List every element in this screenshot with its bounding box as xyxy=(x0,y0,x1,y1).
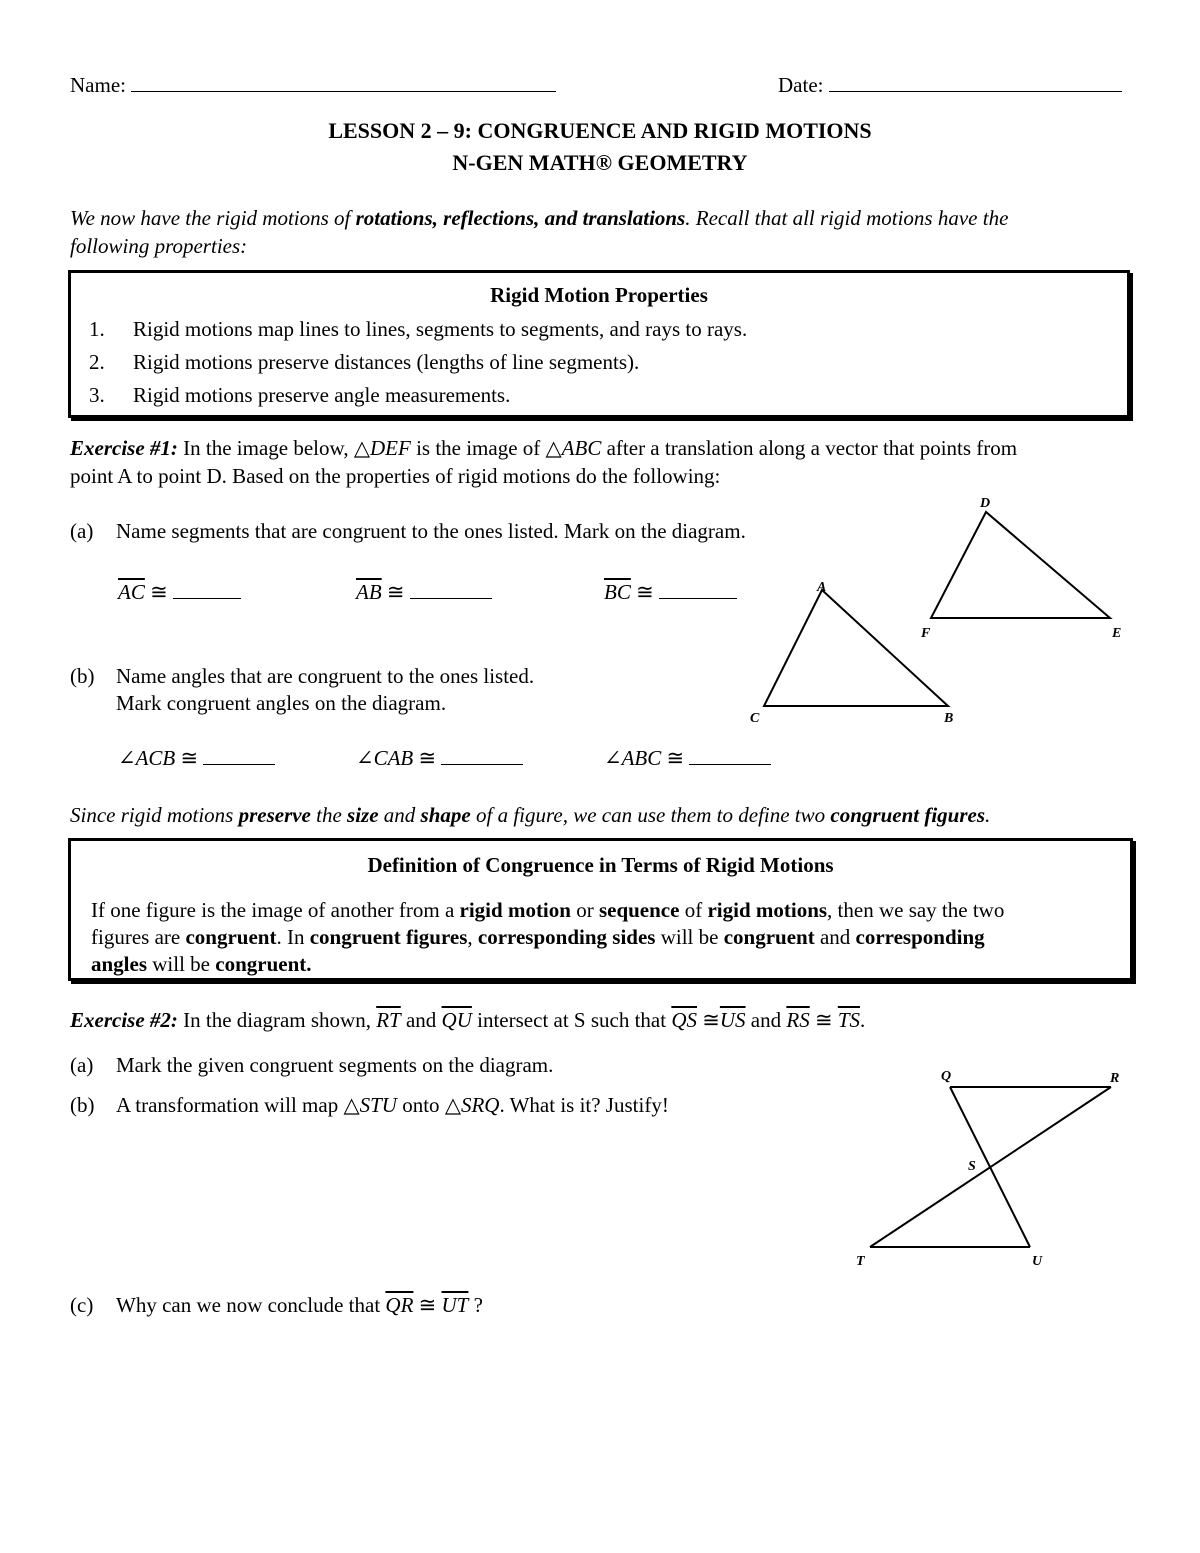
def-t: , xyxy=(467,925,478,949)
def-t: and xyxy=(814,925,856,949)
cong-symbol: ≅ xyxy=(386,580,405,604)
ex1-part-b-text-2: Mark congruent angles on the diagram. xyxy=(116,691,447,715)
def-b: congruent figures xyxy=(309,925,468,949)
label-r: R xyxy=(1110,1071,1120,1086)
ex1-text-a: In the image below, xyxy=(177,436,354,460)
property-num-3: 3. xyxy=(89,383,105,407)
seg-us: $\overline{US}$ xyxy=(719,1008,746,1032)
tri-def: △DEF xyxy=(353,436,411,460)
seg-ac: $\overline{AC}$ xyxy=(118,580,145,604)
segment-rt xyxy=(870,1087,1111,1247)
definition-line-1 xyxy=(91,898,1004,923)
definition-box xyxy=(68,838,1133,981)
answer-blank[interactable] xyxy=(659,597,737,599)
seg-qr: $\overline{QR}$ xyxy=(385,1293,414,1317)
bowtie-diagram xyxy=(840,1060,1140,1280)
since-h: congruent figures xyxy=(830,803,986,827)
tri-srq: △SRQ xyxy=(444,1093,500,1117)
ang-cab: ∠CAB xyxy=(356,746,414,770)
seg-qs: $\overline{QS}$ xyxy=(671,1008,698,1032)
intro-line-2: following properties: xyxy=(70,234,248,258)
seg-rs: $\overline{RS}$ xyxy=(786,1008,810,1032)
ex2-part-a-label: (a) xyxy=(70,1053,94,1077)
seg-rt: $\overline{RT}$ xyxy=(376,1008,401,1032)
def-t: will be xyxy=(147,952,216,976)
def-t: figures are xyxy=(91,925,186,949)
since-b: preserve xyxy=(238,803,311,827)
ex1-part-b-text-1: Name angles that are congruent to the ones listed. xyxy=(116,664,535,688)
since-d: size xyxy=(347,803,379,827)
ex1-text-b: is the image of xyxy=(410,436,546,460)
ex2-t: intersect at S such that xyxy=(471,1008,672,1032)
ex2-t: . xyxy=(860,1008,866,1032)
cong-symbol: ≅ xyxy=(636,580,654,604)
exercise1-label: Exercise #1: xyxy=(70,436,178,460)
def-b: sequence xyxy=(598,898,680,922)
cong-symbol: ≅ xyxy=(180,746,199,770)
ang-cab-blank[interactable] xyxy=(356,746,523,771)
def-t: or xyxy=(570,898,599,922)
label-c: C xyxy=(750,711,760,726)
def-b: corresponding xyxy=(855,925,985,949)
seg-ac-blank[interactable] xyxy=(118,580,241,605)
cong-symbol: ≅ xyxy=(814,1008,833,1032)
property-num-2: 2. xyxy=(89,350,105,374)
label-e: E xyxy=(1112,626,1122,641)
ex2c-t: ? xyxy=(468,1293,483,1317)
triangle-def xyxy=(931,512,1110,618)
property-text-3: Rigid motions preserve angle measurements. xyxy=(133,383,511,407)
intro-line-1 xyxy=(70,206,1008,231)
course-title: N-GEN MATH® GEOMETRY xyxy=(452,150,748,175)
name-blank[interactable] xyxy=(131,90,556,92)
ex2-t: and xyxy=(400,1008,442,1032)
date-label: Date: xyxy=(778,73,824,97)
def-b: congruent xyxy=(215,952,307,976)
seg-qu: $\overline{QU}$ xyxy=(441,1008,472,1032)
ang-acb-blank[interactable] xyxy=(118,746,275,771)
ex2-part-c-label: (c) xyxy=(70,1293,94,1317)
seg-ut: $\overline{UT}$ xyxy=(441,1293,469,1317)
cong-symbol: ≅ xyxy=(666,746,685,770)
intro-bold: rotations, reflections, and translations xyxy=(355,206,686,230)
def-t: , then we say the two xyxy=(827,898,1005,922)
since-c: the xyxy=(310,803,348,827)
exercise2-label: Exercise #2: xyxy=(70,1008,178,1032)
ex2b-t: onto xyxy=(396,1093,445,1117)
exercise1-line-2: point A to point D. Based on the properties of rigid motions do the following: xyxy=(70,464,721,488)
since-i: . xyxy=(985,803,991,827)
cong-symbol: ≅ xyxy=(418,746,437,770)
def-b: rigid motion xyxy=(459,898,571,922)
since-e: and xyxy=(378,803,421,827)
ex1-text-c: after a translation along a vector that points from xyxy=(601,436,1018,460)
label-b: B xyxy=(944,711,954,726)
lesson-title: LESSON 2 – 9: CONGRUENCE AND RIGID MOTIONS xyxy=(328,118,872,143)
ex2-part-a-text: Mark the given congruent segments on the diagram. xyxy=(116,1053,554,1077)
ex1-part-b-label: (b) xyxy=(70,664,95,688)
since-line xyxy=(70,803,990,828)
properties-title: Rigid Motion Properties xyxy=(490,283,708,307)
since-a: Since rigid motions xyxy=(70,803,239,827)
properties-box xyxy=(68,270,1130,418)
answer-blank[interactable] xyxy=(173,597,241,599)
def-t: If one figure is the image of another from a xyxy=(91,898,460,922)
def-b: congruent xyxy=(723,925,815,949)
ex2b-t: A transformation will map xyxy=(116,1093,344,1117)
seg-ts: $\overline{TS}$ xyxy=(837,1008,860,1032)
seg-ab-blank[interactable] xyxy=(356,580,492,605)
since-f: shape xyxy=(420,803,471,827)
ex1-part-a-label: (a) xyxy=(70,519,94,543)
name-label: Name: xyxy=(70,73,126,97)
def-b: congruent xyxy=(185,925,277,949)
answer-blank[interactable] xyxy=(441,763,523,765)
label-u: U xyxy=(1032,1254,1043,1269)
label-s: S xyxy=(968,1159,976,1174)
definition-line-3 xyxy=(91,952,312,977)
label-f: F xyxy=(921,626,931,641)
tri-stu: △STU xyxy=(343,1093,397,1117)
cong-symbol: ≅ xyxy=(150,580,168,604)
intro-text-end: . Recall that all rigid motions have the xyxy=(685,206,1009,230)
cong-symbol: ≅ xyxy=(418,1293,437,1317)
def-t: of xyxy=(679,898,708,922)
definition-line-2 xyxy=(91,925,985,950)
def-t: . In xyxy=(276,925,310,949)
def-t: will be xyxy=(655,925,724,949)
ang-abc-blank[interactable] xyxy=(604,746,771,771)
cong-symbol: ≅ xyxy=(702,1008,720,1032)
label-a: A xyxy=(817,580,827,595)
ang-acb: ∠ACB xyxy=(118,746,176,770)
triangle-abc xyxy=(764,590,948,706)
answer-blank[interactable] xyxy=(203,763,275,765)
def-b: corresponding sides xyxy=(477,925,656,949)
seg-bc: $\overline{BC}$ xyxy=(604,580,631,604)
property-text-1: Rigid motions map lines to lines, segments to segments, and rays to rays. xyxy=(133,317,748,341)
seg-ab: $\overline{AB}$ xyxy=(356,580,382,604)
property-text-2: Rigid motions preserve distances (lengths of line segments). xyxy=(133,350,640,374)
name-line[interactable] xyxy=(70,73,556,98)
label-t: T xyxy=(856,1254,865,1269)
ex1-part-a-text: Name segments that are congruent to the ones listed. Mark on the diagram. xyxy=(116,519,746,543)
ang-abc: ∠ABC xyxy=(604,746,662,770)
ex2c-t: Why can we now conclude that xyxy=(116,1293,386,1317)
date-line[interactable] xyxy=(778,73,1122,98)
intro-text: We now have the rigid motions of xyxy=(70,206,356,230)
seg-bc-blank[interactable] xyxy=(604,580,737,605)
label-q: Q xyxy=(941,1069,952,1084)
def-b: angles xyxy=(91,952,148,976)
label-d: D xyxy=(980,496,991,511)
answer-blank[interactable] xyxy=(410,597,492,599)
ex2-part-b-label: (b) xyxy=(70,1093,95,1117)
ex2-part-b-text xyxy=(116,1093,669,1118)
translation-diagram xyxy=(740,490,1140,730)
property-num-1: 1. xyxy=(89,317,105,341)
exercise1-line-1 xyxy=(70,436,1017,461)
since-g: of a figure, we can use them to define two xyxy=(470,803,831,827)
definition-title: Definition of Congruence in Terms of Rigid Motions xyxy=(367,853,834,877)
exercise2-line-1 xyxy=(70,1008,865,1033)
ex2-part-c-text xyxy=(116,1293,483,1318)
ex2-t: and xyxy=(745,1008,787,1032)
answer-blank[interactable] xyxy=(689,763,771,765)
tri-abc: △ABC xyxy=(545,436,602,460)
ex2b-t: . What is it? Justify! xyxy=(499,1093,669,1117)
ex2-t: In the diagram shown, xyxy=(177,1008,377,1032)
def-b: . xyxy=(306,952,312,976)
date-blank[interactable] xyxy=(829,90,1122,92)
def-b: rigid motions xyxy=(707,898,828,922)
